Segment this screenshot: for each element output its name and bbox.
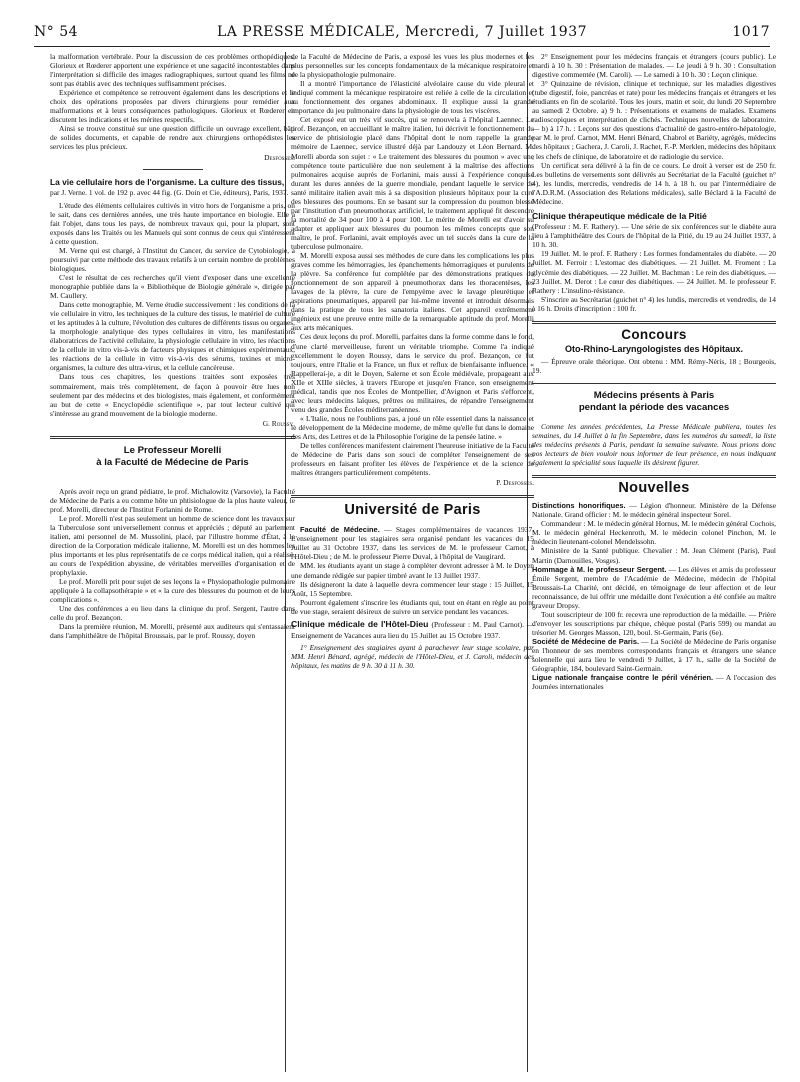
paragraph: — Épreuve orale théorique. Ont obtenu : MM. Rémy-Néris, 18 ; Bourgeois, 19. — [532, 356, 776, 375]
section-divider — [532, 321, 776, 324]
paragraph: M. Morelli exposa aussi ses méthodes de cure dans les complications les plus graves comme les hémorragies, les épanchements hémorragiques et purulents de la plèvre. Sa conférence fut complétée par des démonstrations pratiques du fonctionnement de son appareil à pneumothorax dans les thoracentèses, les lavages de la plèvre, la cure de l'empyème avec le lavage pleurétique et aspirations pneumatiques, appareil par lui-même inventé et introduit désormais dans la pratique de tous les sanatoria italiens. Cet appareil extrêmement ingénieux est une preuve entre mille de la remarquable aptitude du prof. Morelli aux arts mécaniques. — [291, 251, 534, 333]
paragraph: Commandeur : M. le médecin général Hornus, M. le médecin général Cochois, M. le médecin général Heckenroth, M. le médecin colonel Pinchon, M. le médecin lieutenant-colonel Mendelssohn. — [532, 519, 776, 547]
paragraph: Le prof. Morelli prit pour sujet de ses leçons la « Physiopathologie pulmonaire appliquée à la collapsothérapie » et « la cure des blessures du poumon et de leurs complications ». — [50, 577, 295, 605]
paragraph: S'inscrire au Secrétariat (guichet n° 4) les lundis, mercredis et vendredis, de 14 à 16 h. Droits d'inscription : 100 fr. — [532, 294, 776, 313]
paragraph: L'étude des éléments cellulaires cultivés in vitro hors de l'organisme a pris, on le sait, dans ces dernières années, une très haute importance en biologie. Elle a fait l'objet, dans tous les pays, de nombreux travaux qui, pour la plupart, sont exposés dans les Traités ou les Manuels qui sont connus de ceux qui s'intéressent à cette question. — [50, 200, 295, 246]
section-heading-line-2: à la Faculté de Médecine de Paris — [96, 456, 249, 468]
column-3 — [532, 52, 776, 1077]
paragraph: Après avoir reçu un grand pédiatre, le prof. Michalowitz (Varsovie), la Faculté de Médecine de Paris a eu comme hôte un phtisiologue de la plus haute valeur, le prof. Morelli, directeur de l'Institut Forlanini de Rome. — [50, 486, 295, 514]
paragraph: de la Faculté de Médecine de Paris, a exposé les vues les plus modernes et les plus personnelles sur les concepts fondamentaux de la mécanique respiratoire et de la physiopathologie pulmonaire. — [291, 52, 534, 80]
paragraph: C'est le résultat de ces recherches qu'il vient d'exposer dans une excellente monographie publiée dans la « Bibliothèque de Biologie générale », dirigée par M. Caullery. — [50, 272, 295, 301]
item-lead: Distinctions honorifiques. — [532, 501, 626, 511]
paragraph: MM. les étudiants ayant un stage à compléter devront adresser à M. le Doyen une demande rédigée sur papier timbré avant le 13 Juillet 1937. — [291, 561, 534, 580]
item-lead: Hommage à M. le professeur Sergent. — [532, 564, 667, 574]
notice-text: Comme les années précédentes, La Presse Médicale publiera, toutes les semaines, du 14 Juillet à la fin Septembre, dans les numéros du samedi, la liste des médecins présents à Paris, pendant la semaine suivante. Nous prions donc nos lecteurs de bien vouloir nous informer de leur présence, en nous indiquant également la spécialité sous laquelle ils désirent figurer. — [532, 421, 776, 468]
signature: Desfosses. — [264, 152, 295, 162]
paragraph: « L'Italie, nous ne l'oublions pas, a joué un rôle essentiel dans la naissance et le développement de la Médecine moderne, de même qu'elle fut dans le domaine des Arts, des Lettres et de la Philosophie l'origine de la pensée latine. » — [291, 413, 534, 441]
paragraph: Tout souscripteur de 100 fr. recevra une reproduction de la médaille. — Prière d'envoyer les souscriptions par chèque, chèque postal (Paris 599) ou mandat au trésorier M. Georges Masson, 120, boul. St-Germain, Paris (6e). — [532, 609, 776, 637]
item-lead: Faculté de Médecine. — [300, 525, 380, 535]
paragraph: Expérience et compétence se retrouvent également dans les descriptions et le choix des opérations proposées par divers chirurgiens pour remédier aux malformations et à leurs conséquences pathologiques. Glorieux et Rœderer en discutent les indications et les mérites respectifs. — [50, 88, 295, 125]
paragraph: Il a montré l'importance de l'élasticité alvéolaire cause du vide pleural et indiqué comment la mécanique respiratoire est reliée à celle de la circulation et au fonctionnement des organes abdominaux. Il explique aussi la grande importance du jeu pulmonaire dans la physiologie de tous les viscères. — [291, 79, 534, 116]
divider — [143, 169, 203, 170]
paragraph: Pourront également s'inscrire les étudiants qui, tout en étant en règle au point de vue stage, seraient désireux de suivre un service pendant les vacances. — [291, 597, 534, 616]
paragraph: Ainsi se trouve constitué sur une question difficile un ouvrage excellent, bâti de solides documents, et capable de rendre aux chirurgiens orthopédistes les services les plus précieux. — [50, 124, 295, 152]
page-number-right: 1017 — [732, 24, 770, 40]
subsection-heading — [291, 619, 534, 642]
signature: P. Desfosses. — [496, 478, 534, 488]
notice-heading-line-2: pendant la période des vacances — [578, 401, 730, 413]
running-title: LA PRESSE MÉDICALE, Mercredi, 7 Juillet 1937 — [216, 24, 588, 40]
paragraph: (Professeur : M. F. Rathery). — Une série de six conférences sur le diabète aura lieu à l'amphithéâtre des Cours de l'hôpital de la Pitié, du 19 au 24 Juillet 1937, à 10 h. 30. — [532, 222, 776, 250]
item-text: — Stages complémentaires de vacances 1937. L'enseignement pour les stagiaires sera organisé pendant les vacances du 15 Juillet au 31 Octobre 1937, dans les services de M. le professeur Carnot, à l'Hôtel-Dieu ; de M. le professeur Pierre Duval, à l'hôpital de Vaugirard. — [291, 525, 534, 562]
column-1 — [50, 52, 295, 1077]
book-review-title — [50, 177, 295, 198]
divider — [532, 383, 776, 384]
item-text: — Légion d'honneur. Ministère de la Défense Nationale. Grand officier : M. le médecin général inspecteur Sorel. — [532, 501, 776, 520]
paragraph: Un certificat sera délivré à la fin de ce cours. Le droit à verser est de 250 fr. Les bulletins de versements sont délivrés au Secrétariat de la Faculté (guichet n° 4), les lundis, mercredis, vendredis de 14 h. à 18 h. ou par l'intermédiaire de l'A.D.R.M. (Association des Relations médicales), salle Béclard à la Faculté de Médecine. — [532, 160, 776, 206]
subsection-heading: Clinique thérapeutique médicale de la Pitié — [532, 210, 707, 221]
section-heading — [50, 445, 295, 469]
concours-heading: Concours — [621, 326, 687, 342]
signature: G. Roussy. — [262, 418, 295, 428]
notice-heading — [532, 390, 776, 414]
section-divider — [50, 436, 295, 439]
book-meta: par J. Verne. 1 vol. de 192 p. avec 44 fig. (G. Doin et Cie, éditeurs), Paris, 1937. — [50, 187, 289, 197]
concours-subheading: Oto-Rhino-Laryngologistes des Hôpitaux. — [564, 343, 743, 354]
page-number-left: N° 54 — [34, 24, 79, 40]
section-heading-line-1: Le Professeur Morelli — [123, 444, 222, 456]
paragraph: M. Verne qui est chargé, à l'Institut du Cancer, du service de Cytobiologie, a poursuivi par cette méthode des travaux relatifs à un certain nombre de problèmes biologiques. — [50, 245, 295, 273]
paragraph: Cet exposé eut un très vif succès, qui se renouvela à l'hôpital Laennec. Le prof. Bezançon, en accueillant le maître italien, lui décrivit le fonctionnement du service de phtisiologie placé dans l'hôpital dont le nom rappelle la grande mémoire de Laennec, service illustré déjà par Landouzy et Léon Bernard. M. Morelli aborda son sujet : « Le traitement des blessures du poumon » avec une compétence toute particulière due non seulement à la maîtrise des affections pulmonaires acquise auprès de Forlanini, mais aussi à l'expérience conquise durant les dures années de la guerre mondiale, pendant laquelle le service de santé militaire italien avait mis à sa disposition plusieurs hôpitaux pour la cure des blessures des poumons. En se basant sur la compression du poumon blessé par l'institution d'un pneumothorax artificiel, le traitement appliqué fit descendre la mortalité de 34 pour 100 à 4 pour 100. Le mérite de Morelli est d'avoir su adapter et appliquer aux blessures du poumon les mêmes concepts que son maître, le prof. Forlanini, avait employés avec un tel succès dans la cure de la tuberculose pulmonaire. — [291, 115, 534, 251]
header-rule — [34, 46, 770, 47]
paragraph: 19 Juillet. M. le prof. F. Rathery : Les formes fondamentales du diabète. — 20 Juillet. M. Ferroir : L'estomac des diabétiques. — 21 Juillet. M. Froment : La glycémie des diabétiques. — 22 Juillet. M. Bachman : Le rein des diabétiques. — 23 Juillet. M. Derot : Le cœur des diabétiques. — 24 Juillet. M. le professeur F. Rathery : L'insulino-résistance. — [532, 249, 776, 295]
paragraph: 2° Enseignement pour les médecins français et étrangers (cours public). Le mardi à 10 h. 30 : Présentation de malades. — Le jeudi à 9 h. 30 : Consultation digestive commentée (M. Caroli). — Le samedi à 10 h. 30 : Leçon clinique. — [532, 52, 776, 80]
item-lead: Ligue nationale française contre le péril vénérien. — [532, 673, 714, 683]
paragraph: Dans la première réunion, M. Morelli, présenté aux auditeurs qui s'entassaient dans l'amphithéâtre de l'hôpital Broussais, par le prof. Roussy, doyen — [50, 622, 295, 641]
paragraph: Ces deux leçons du prof. Morelli, parfaites dans la forme comme dans le fond, d'une clarté merveilleuse, furent un véritable triomphe. Comme l'a indiqué excellemment le doyen Roussy, dans le service du prof. Bezançon, ce fut toujours, entre l'Italie et la France, un flux et reflux de bienfaisante influence. « Rappellerai-je, a dit le Doyen, Salerne et son École médiévale, propageant aux XIIe et XIIIe siècles, à travers l'Europe et jusqu'en France, son enseignement médical, tandis que nos Écoles de Montpellier, d'Avignon et Paris s'efforcent, avec leurs médecins laïques, prêtres ou militaires, de répandre l'enseignement venu des grandes Écoles méditerranéennes. — [291, 332, 534, 414]
paragraph: Ministère de la Santé publique. Chevalier : M. Jean Clément (Paris), Paul Martin (Darnouilles, Vosges). — [532, 546, 776, 565]
paragraph: 1° Enseignement des stagiaires ayant à parachever leur stage scolaire, par MM. Henri Bénard, agrégé, médecin de l'Hôtel-Dieu, et J. Caroli, médecin des hôpitaux, les matins de 9 h. 30 à 11 h. 30. — [291, 642, 534, 670]
clinic-text: (Professeur : M. Paul Carnot). — Enseignement de Vacances aura lieu du 15 Juillet au 15 Octobre 1937. — [291, 619, 534, 641]
paragraph: Dans cette monographie, M. Verne étudie successivement : les conditions de la vie cellulaire in vitro, les techniques de la culture des tissus, le matériel de culture et les aptitudes à la culture, l'évolution des cultures de différents tissus ou organes, la morphologie analytique des types cellulaires in vitro, les manifestations élaboratrices de l'activité cellulaire, la physiologie cellulaire in vitro, les réactions de la cellule in vitro vis-à-vis de facteurs physiques et chimiques expérimentaux, les réactions de la cellule in vitro vis-à-vis des sérums, toxines et micro-organismes, la culture des ultra-virus, et la cellule cancéreuse. — [50, 300, 295, 373]
university-heading: Université de Paris — [344, 502, 481, 519]
paragraph: Ils désigneront la date à laquelle devra commencer leur stage : 15 Juillet, 15 Août, 15 Septembre. — [291, 579, 534, 598]
nouvelles-heading: Nouvelles — [618, 480, 690, 497]
item-lead: Société de Médecine de Paris. — [532, 636, 640, 646]
paragraph: Une des conférences a eu lieu dans la clinique du prof. Sergent, l'autre dans celle du prof. Bezançon. — [50, 604, 295, 623]
paragraph: Le prof. Morelli n'est pas seulement un homme de science dont les travaux sur la Tuberculose sont universellement connus et appréciés ; député au parlement italien, ami personnel de M. Mussolini, placé, par l'illustre homme d'État, à la direction de la Corporation médicale italienne, M. Morelli est un des hommes les plus importants et les plus représentatifs de ce corps médical italien, qui a réalisé, au cours de l'expédition abyssine, de véritables merveilles d'organisation et de prophylaxie. — [50, 513, 295, 578]
page-header — [34, 24, 770, 44]
item-text: — A l'occasion des Journées internationales — [532, 673, 776, 692]
clinic-title: Clinique médicale de l'Hôtel-Dieu — [291, 618, 429, 629]
paragraph: la malformation vertébrale. Pour la discussion de ces problèmes orthopédiques, Glorieux et Rœderer apportent une expérience et une sagacité incontestables dans l'interprétation si difficile des images radiographiques, surtout quand les films ne sont pas établis avec des techniques suffisamment précises. — [50, 52, 295, 89]
column-2 — [291, 52, 534, 1077]
paragraph: De telles conférences manifestent clairement l'heureuse initiative de la Faculté de Médecine de Paris dans son souci de compléter l'enseignement de ses professeurs en faisant profiter les élèves de l'expérience et de la science de maîtres étrangers particulièrement compétents. — [291, 441, 534, 478]
paragraph: Dans tous ces chapitres, les questions traitées sont exposées très sommairement, mais très complètement, de façon à pouvoir être lues non seulement par des médecins et des biologistes, mais également, et conformément au but de cette « Encyclopédie scientifique », par tout lecteur cultivé qui s'intéresse au grand mouvement de la biologie moderne. — [50, 372, 295, 418]
section-divider — [291, 495, 534, 498]
paragraph: 3° Quinzaine de révision, clinique et technique, sur les maladies digestives (tube digestif, foie, pancréas et rate) pour les médecins français et étrangers et les étudiants en fin de scolarité. Tous les jours, matin et soir, du lundi 20 Septembre au samedi 2 Octobre. a) 9 h. : Présentations et examens de malades. Examens radioscopiques et interprétation de clichés. Techniques nouvelles de laboratoire. — b) à 17 h. : Leçons sur des questions d'actualité de gastro-entéro-hépatologie, par M. le prof. Carnot, MM. Henri Bénard, Chabrol et Bariéty, agrégés, médecins des hôpitaux ; Gachera, J. Caroli, J. Rachet, F.-P. Merklen, médecins des hôpitaux ; les chefs de clinique, de laboratoire et de radiologie du service. — [532, 79, 776, 161]
notice-heading-line-1: Médecins présents à Paris — [593, 389, 715, 401]
section-divider — [532, 475, 776, 478]
item-text: — La Société de Médecine de Paris organise en l'honneur de ses membres correspondants français et étrangers une séance solennelle qui aura lieu le vendredi 9 Juillet, à 17 h., salle de la Société de Géographie, 184, boulevard Saint-Germain. — [532, 636, 776, 674]
book-title: La vie cellulaire hors de l'organisme. La culture des tissus, — [50, 176, 285, 187]
item-text: — Les élèves et amis du professeur Émile Sergent, membre de l'Académie de Médecine, médecin de l'hôpital Broussais-La Charité, ont décidé, en témoignage de leur affection et de leur reconnaissance, de lui offrir une médaille dont l'exécution a été confiée au maître graveur Dropsy. — [532, 564, 776, 610]
